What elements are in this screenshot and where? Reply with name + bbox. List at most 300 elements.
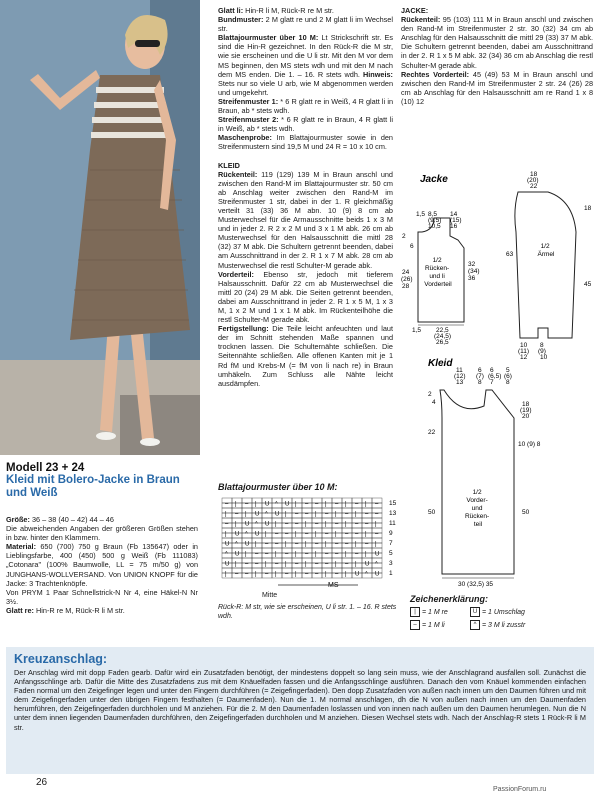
chart-symbol: | [325, 501, 327, 508]
chart-symbol: U [365, 561, 370, 568]
chart-cell [332, 508, 342, 513]
chart-cell [312, 508, 322, 513]
chart-cell [372, 538, 382, 543]
chart-symbol: – [375, 531, 379, 538]
chart-cell [302, 558, 312, 563]
chart-symbol: – [355, 551, 359, 558]
chart-cell [302, 518, 312, 523]
chart-cell [302, 543, 312, 548]
jacke-m-34: (34) [468, 268, 480, 275]
chart-symbol: | [305, 521, 307, 528]
jacke-m-26: (26) [401, 276, 413, 283]
chart-symbol: – [365, 511, 369, 518]
chart-symbol: U [255, 511, 260, 518]
chart-symbol: | [275, 521, 277, 528]
chart-symbol: | [325, 541, 327, 548]
chart-symbol: | [345, 571, 347, 578]
chart-cell [282, 558, 292, 563]
kreuzanschlag-text: Der Anschlag wird mit dopp Faden gearb. Dafür wird ein Zusatzfaden benötigt, der mindestens doppelt so lang sein muss, wie der Anschlagrand ausfallen soll. Zunächst die Anfangsschlinge arb. Dafür die Mitte des Zusatzfadens zus mit dem Knäuelfaden fassen und die Anfangsschlinge ausführen. Danach den vom Knäuel kommenden einfachen Faden normal um den Zeigefinger legen und unter den Fingern durchführen (= Zeigefingerfaden). Den dopp Zusatzfaden von außen nach innen um den Daumen führen und mit dem Zeigefingerfaden unter den übrigen Fingern festhalten (= Daumenfaden). Nun die 1. M normal anschlagen, dh die N von außen nach innen um den Daumenfaden herumführen, den Zeigefingerfaden durchholen und M anziehen. Für die 2. M den Daumenfaden loslassen und von innen nach außen um den Daumen herumlegen. Nun die N unter dem innen liegenden Daumenfaden durchführen, den Zeigefingerfaden durchholen und M anziehen. Diesen Wechsel stets wdh. Nach der Anschlag-R stets 1 Rück-R li M str. [14, 668, 586, 732]
masch-text: Im Blattajourmuster sowie in den Streifenmustern sind 19,5 M und 24 R = 10 x 10 cm. [218, 133, 393, 152]
chart-cell [302, 523, 312, 528]
chart-cell [352, 508, 362, 513]
chart-cell [312, 553, 322, 558]
jacke-sleeve-outline [515, 192, 576, 338]
chart-symbol: | [345, 521, 347, 528]
row-5: 5 [389, 550, 393, 557]
chart-symbol: – [295, 511, 299, 518]
glatt-re-text: Hin-R re M, Rück-R li M str. [33, 605, 125, 615]
chart-symbol: – [275, 561, 279, 568]
knit-symbol-icon: | [410, 607, 420, 617]
chart-symbol: ^ [235, 541, 238, 548]
chart-symbol: | [365, 551, 367, 558]
chart-symbol: | [305, 541, 307, 548]
column-3 [401, 6, 593, 106]
chart-symbol: – [325, 561, 329, 568]
blatt-label: Blattajourmuster über 10 M: [218, 33, 319, 43]
chart-cell [292, 528, 302, 533]
kleid-m-8b: 8 [506, 379, 510, 386]
chart-symbol: – [295, 541, 299, 548]
row-7: 7 [389, 540, 393, 547]
jacke-m-18: 18 [530, 171, 538, 178]
chart-symbol: – [285, 521, 289, 528]
kleid-m-7: (7) [476, 373, 484, 380]
jacke-body-label: 1/2 Rücken- und li Vorderteil [424, 257, 452, 288]
chart-symbol: | [345, 551, 347, 558]
chart-cell [322, 573, 332, 578]
chart-cell [242, 513, 252, 518]
kreuzanschlag-box [6, 647, 594, 774]
chart-symbol: U [255, 531, 260, 538]
purl3tog-symbol-icon: ^ [470, 620, 480, 630]
chart-cell [262, 528, 272, 533]
chart-symbol: – [275, 531, 279, 538]
jacke-m-32: 32 [468, 261, 476, 268]
chart-symbol: – [225, 501, 229, 508]
chart-symbol: – [305, 531, 309, 538]
chart-symbol: | [315, 551, 317, 558]
chart-symbol: | [285, 561, 287, 568]
chart-cell [252, 568, 262, 573]
kleid-body-outline [440, 390, 514, 574]
legend-item-zusstr [470, 620, 525, 630]
chart-cell [302, 563, 312, 568]
chart-symbol: | [295, 531, 297, 538]
row-9: 9 [389, 530, 393, 537]
jacke-m-18b: 18 [584, 205, 592, 212]
legend-text-li: = 1 M li [421, 621, 445, 629]
chart-symbol: – [305, 571, 309, 578]
chart-cell [332, 528, 342, 533]
chart-symbol: – [335, 501, 339, 508]
chart-cell [352, 543, 362, 548]
kreuzanschlag-title: Kreuzanschlag: [14, 652, 108, 666]
chart-symbol: – [255, 551, 259, 558]
chart-cell [362, 553, 372, 558]
chart-symbol: | [245, 551, 247, 558]
ms-label: MS [328, 582, 339, 589]
chart-symbol: U [245, 541, 250, 548]
chart-symbol: – [365, 521, 369, 528]
jacke-diagram-label: Jacke [420, 174, 448, 185]
chart-cell [252, 573, 262, 578]
column-1 [6, 515, 198, 615]
chart-cell [342, 498, 352, 503]
chart-symbol: | [295, 551, 297, 558]
chart-cell [232, 503, 242, 508]
chart-symbol: | [255, 541, 257, 548]
chart-symbol: | [275, 571, 277, 578]
jacke-m-12: 12 [520, 354, 528, 361]
legend-text-umschlag: = 1 Umschlag [481, 608, 525, 616]
chart-cell [352, 563, 362, 568]
kleid-m-30: 30 (32,5) 35 [458, 581, 494, 588]
hinweis-label: Hinweis: [362, 69, 393, 79]
chart-cell [272, 568, 282, 573]
chart-symbol: | [265, 531, 267, 538]
chart-cell [312, 548, 322, 553]
chart-symbol: – [325, 551, 329, 558]
chart-cell [252, 498, 262, 503]
chart-cell [292, 553, 302, 558]
bund-text: 2 M glatt re und 2 M glatt li im Wechsel str. [218, 15, 393, 34]
legend-item-re [410, 607, 448, 617]
chart-cell [242, 508, 252, 513]
kleid-m-22: 22 [428, 429, 436, 436]
chart-symbol: | [365, 531, 367, 538]
chart-cell [332, 563, 342, 568]
chart-symbol: – [315, 501, 319, 508]
bund-label: Bundmuster: [218, 15, 264, 25]
chart-cell [322, 543, 332, 548]
kleid-m-8: 8 [478, 379, 482, 386]
jacke-heading: JACKE: [401, 6, 429, 15]
chart-symbol: | [235, 521, 237, 528]
jacke-m-95: (9,5) [428, 217, 442, 224]
chart-symbol: – [295, 561, 299, 568]
chart-cell [232, 523, 242, 528]
chart-symbol: – [355, 521, 359, 528]
chart-symbol: | [255, 571, 257, 578]
row-1: 1 [389, 570, 393, 577]
model-title: Kleid mit Bolero-Jacke in Braun und Weiß [6, 474, 180, 499]
chart-symbol: | [335, 531, 337, 538]
kleid-vorder-label: Vorderteil: [218, 269, 254, 279]
chart-symbol: – [265, 571, 269, 578]
chart-symbol: – [345, 531, 349, 538]
chart-cell [292, 533, 302, 538]
kleid-rueck-text: 119 (129) 139 M in Braun anschl und zwischen den Rand-M im Blattajourmuster str. 50 cm ab Anschlag weiter zwischen den Rand-M im Streifenmuster 1 str, dabei in der 1. R gleichmäßig verteilt 31 (33) 36 M abn. 10 (9) 8 cm ab Musterwechsel für die Armausschnitte beids 1 x 3 M und in jeder 2. R 2 x 2 M und 3 x 1 M abk. 26 cm ab Musterwechsel für den Halsausschnitt die mittl 28 (32) 37 M abk. Die Schultern getrennt beenden, dabei am Ausschnittrand in der 2. R 1 x 7 M abk. 28 cm ab Musterwechsel die restl Schulter-M gerade abk. [218, 169, 393, 270]
chart-cell [342, 523, 352, 528]
jacke-m-14: 14 [450, 211, 458, 218]
chart-cell [262, 533, 272, 538]
chart-symbol: | [315, 531, 317, 538]
jacke-m-2: 2 [402, 233, 406, 240]
chart-cell [222, 508, 232, 513]
chart-symbol: ^ [255, 521, 258, 528]
model-photo [0, 0, 200, 455]
jacke-m-105: 10,5 [428, 223, 441, 230]
fert-text: Die Teile leicht anfeuchten und laut der im Schnitt stehenden Maße spannen und trocknen lassen. Die Schulternähte schließen. Die Seitennähte schließen. Alle offenen Kanten mit je 1 Rd fM und Krebs-M (= fM von li nach re) in Braun umhäkeln. Zum Schluss alle Nähte leicht ausdämpfen. [218, 324, 393, 388]
jacke-m-225: 22,5 [436, 327, 449, 334]
chart-symbol: | [255, 501, 257, 508]
chart-symbol: – [345, 511, 349, 518]
chart-cell [232, 518, 242, 523]
chart-symbol: – [335, 571, 339, 578]
glatt-re-label: Glatt re: [6, 605, 34, 615]
chart-symbol: – [355, 531, 359, 538]
kleid-m-4: 4 [432, 399, 436, 406]
chart-symbol: ^ [375, 561, 378, 568]
chart-grid [222, 498, 382, 578]
chart-cell [342, 553, 352, 558]
chart-cell [272, 553, 282, 558]
legend-item-li [410, 620, 445, 630]
chart-cell [282, 508, 292, 513]
model-title-block [6, 462, 198, 500]
groesse-note: Die abweichenden Angaben der größeren Größen stehen in bzw. hinter den Klammern. [6, 524, 198, 543]
chart-cell [292, 573, 302, 578]
jacke-m-11: (11) [518, 348, 530, 355]
chart-symbol: – [235, 571, 239, 578]
chart-symbol: U [265, 521, 270, 528]
purl-symbol-icon: – [410, 620, 420, 630]
kleid-m-7b: 7 [490, 379, 494, 386]
chart-symbol: – [305, 501, 309, 508]
chart-cell [282, 563, 292, 568]
chart-symbol: | [245, 511, 247, 518]
chart-symbol: | [305, 561, 307, 568]
chart-symbol: – [345, 541, 349, 548]
chart-symbol: | [295, 571, 297, 578]
jacke-rvorder-label: Rechtes Vorderteil: [401, 69, 470, 79]
chart-symbol: | [375, 541, 377, 548]
jacke-rueck-label: Rückenteil: [401, 15, 441, 25]
chart-symbol: U [375, 571, 380, 578]
chart-cell [242, 553, 252, 558]
chart-symbol: – [245, 571, 249, 578]
chart-symbol: | [375, 521, 377, 528]
chart-symbol: – [315, 561, 319, 568]
chart-symbol: U [285, 501, 290, 508]
column-2 [218, 6, 393, 388]
chart-cell [342, 573, 352, 578]
kleid-m-5: 5 [506, 367, 510, 374]
hinweis-text: Stets nur so viele U arb, wie M abgenommen werden und umgekehrt. [218, 78, 393, 97]
prym-text: Von PRYM 1 Paar Schnellstrick-N Nr 4, eine Häkel-N Nr 3½. [6, 587, 198, 606]
chart-symbol: | [235, 501, 237, 508]
chart-cell [322, 568, 332, 573]
kleid-m-6: 6 [478, 367, 482, 374]
jacke-rvorder-text: 45 (49) 53 M in Braun anschl und zwischen den Rand-M im Streifenmuster 2 str. 24 (26) 28 cm ab Anschlag für den Halsausschnitt am re Rand 1 x 8 (10) 12 [401, 69, 593, 106]
chart-cell [252, 543, 262, 548]
chart-symbol: – [255, 561, 259, 568]
chart-cell [372, 523, 382, 528]
chart-cell [292, 548, 302, 553]
chart-symbol: U [235, 531, 240, 538]
kleid-m-65: 6 [490, 367, 494, 374]
jacke-sleeve-label: 1/2 Ärmel [537, 243, 555, 258]
chart-symbol: – [265, 541, 269, 548]
chart-cell [342, 503, 352, 508]
chart-symbol: | [365, 501, 367, 508]
row-3: 3 [389, 560, 393, 567]
chart-cell [232, 558, 242, 563]
streifen2-text: * 6 R glatt re in Braun, 4 R glatt li in Weiß, ab * stets wdh. [218, 115, 393, 134]
chart-cell [332, 533, 342, 538]
chart-symbol: U [275, 511, 280, 518]
chart-cell [292, 568, 302, 573]
chart-symbol: ^ [225, 551, 228, 558]
chart-symbol: – [285, 551, 289, 558]
chart-symbol: | [325, 521, 327, 528]
jacke-m-85: 8,5 [428, 211, 438, 218]
jacke-m-15b: (15) [450, 217, 462, 224]
chart-symbol: | [225, 571, 227, 578]
chart-cell [222, 573, 232, 578]
chart-symbol: – [305, 511, 309, 518]
chart-row-numbers [389, 500, 397, 577]
chart-symbol: U [265, 501, 270, 508]
jacke-m-22: 22 [530, 183, 538, 190]
streifen1-label: Streifenmuster 1: [218, 96, 279, 106]
chart-symbol: | [355, 561, 357, 568]
chart-symbol: | [285, 541, 287, 548]
chart-symbol: – [315, 521, 319, 528]
chart-symbol: | [325, 571, 327, 578]
chart-cell [352, 538, 362, 543]
chart-cell [222, 513, 232, 518]
chart-symbol: | [265, 561, 267, 568]
chart-cell [262, 558, 272, 563]
kleid-vorder-text: Ebenso str, jedoch mit tieferem Halsausschnitt. Dafür 22 cm ab Musterwechsel die mittl 20 (24) 29 M abk. Die Seiten getrennt beenden, dabei am Ausschnittrand in jeder 2. R 1 x 5 M, 1 x 3 M, 1 x 2 M und 1 x 1 M abk. Im Rückenteilhöhe die restl Schulter-M gerade abk. [218, 269, 393, 325]
streifen1-text: * 6 R glatt re in Weiß, 4 R glatt li in Braun, ab * stets wdh. [218, 96, 393, 116]
chart-symbol: – [245, 561, 249, 568]
chart-symbol: U [355, 571, 360, 578]
chart-symbol: – [245, 501, 249, 508]
chart-symbol: – [225, 521, 229, 528]
chart-cell [322, 523, 332, 528]
chart-cell [362, 533, 372, 538]
chart-symbol: – [315, 541, 319, 548]
jacke-schematic [398, 170, 598, 362]
chart-symbol: | [275, 551, 277, 558]
jacke-m-6: 6 [410, 243, 414, 250]
chart-cell [332, 558, 342, 563]
chart-mitte: Mitte [262, 592, 278, 599]
jacke-m-8: 8 [540, 342, 544, 349]
chart-cell [322, 498, 332, 503]
chart-symbol: | [345, 501, 347, 508]
chart-cell [362, 528, 372, 533]
chart-symbol: ^ [365, 571, 368, 578]
kleid-m-65b: (6,5) [488, 373, 502, 380]
chart-cell [222, 568, 232, 573]
chart-symbol: – [275, 541, 279, 548]
chart-symbol: – [285, 571, 289, 578]
chart-cell [222, 528, 232, 533]
chart-symbol: | [295, 501, 297, 508]
groesse-label: Größe: [6, 515, 30, 524]
chart-cell [342, 568, 352, 573]
kleid-schematic [398, 354, 598, 590]
row-13: 13 [389, 510, 397, 517]
row-11: 11 [389, 520, 396, 527]
jacke-m-15c: 1,5 [412, 327, 422, 334]
chart-symbol: – [355, 501, 359, 508]
chart-cell [252, 503, 262, 508]
kleid-m-19: (19) [520, 407, 532, 414]
chart-cell [272, 548, 282, 553]
kleid-m-12: (12) [454, 373, 466, 380]
chart-cell [362, 498, 372, 503]
chart-cell [362, 503, 372, 508]
chart-symbol: – [335, 541, 339, 548]
kleid-m-11: 11 [456, 367, 463, 374]
kleid-m-6b: (6) [504, 373, 512, 380]
glatt-li-label: Glatt li: [218, 6, 244, 15]
chart-symbol: – [325, 531, 329, 538]
masch-label: Maschenprobe: [218, 133, 272, 143]
jacke-m-63: 63 [506, 251, 514, 258]
chart-symbol: | [335, 561, 337, 568]
chart-symbol: – [335, 521, 339, 528]
chart-symbol: | [335, 511, 337, 518]
chart-symbol: | [355, 511, 357, 518]
chart-symbol: U [225, 541, 230, 548]
kleid-body-label: 1/2 Vorder- und Rücken- teil [464, 489, 490, 528]
chart-cell [312, 513, 322, 518]
chart-cell [312, 528, 322, 533]
kleid-m-20: 20 [522, 413, 530, 420]
yarn-over-symbol-icon: U [470, 607, 480, 617]
kleid-m-18: 18 [522, 401, 530, 408]
chart-cell [362, 548, 372, 553]
chart-cell [272, 573, 282, 578]
chart-symbol: – [305, 551, 309, 558]
chart-cell [322, 518, 332, 523]
chart-symbol: ^ [275, 501, 278, 508]
jacke-m-265: 26,5 [436, 339, 449, 346]
jacke-m-20: (20) [527, 177, 539, 184]
chart-symbol: – [235, 511, 239, 518]
kleid-heading: KLEID [218, 160, 240, 170]
chart-symbol: – [375, 511, 379, 518]
chart-symbol: – [295, 521, 299, 528]
chart-symbol: | [315, 511, 317, 518]
chart-symbol: ^ [265, 511, 268, 518]
chart-cell [242, 548, 252, 553]
material-label: Material: [6, 542, 37, 552]
chart-symbol: ^ [245, 531, 248, 538]
chart-cell [222, 533, 232, 538]
chart-symbol: – [325, 511, 329, 518]
chart-cell [322, 538, 332, 543]
legend-title: Zeichenerklärung: [410, 594, 489, 604]
model-number: Modell 23 + 24 [6, 462, 85, 474]
material-text: 650 (700) 750 g Braun (Fb 135647) oder in Lieblingsfarbe, 400 (450) 500 g Weiß (Fb 111083) „Cotonara" (100% Baumwolle, LL = 75 m/50 g) von JUNGHANS-WOLLVERSAND. Von UNION KNOPF für die Jacke: 3 Trachtenknöpfe. [6, 542, 198, 588]
jacke-m-245: (24,5) [434, 333, 451, 340]
jacke-m-15: 1,5 [416, 211, 426, 218]
chart-symbol: | [225, 531, 227, 538]
chart-cell [312, 533, 322, 538]
chart-cell [282, 543, 292, 548]
chart-title: Blattajourmuster über 10 M: [218, 482, 338, 492]
chart-symbol: – [285, 531, 289, 538]
chart-cell [282, 538, 292, 543]
jacke-m-10b: 10 [540, 354, 548, 361]
